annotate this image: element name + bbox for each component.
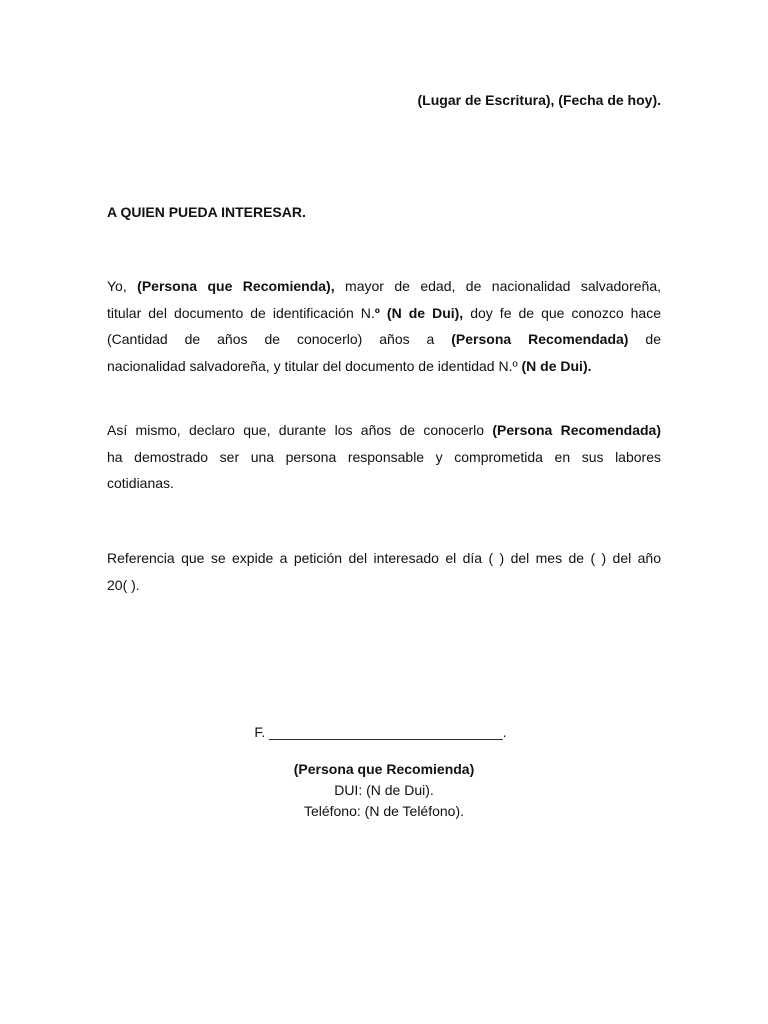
recommended-placeholder: (Persona Recomendada) xyxy=(451,331,629,347)
paragraph-line: Referencia que se expide a petición del interesado el día ( ) del mes de ( ) del año xyxy=(107,550,661,566)
paragraph-introduction xyxy=(107,273,661,379)
signer-dui: DUI: (N de Dui). xyxy=(334,782,434,798)
paragraph-line: 20( ). xyxy=(107,576,140,593)
signature-line: F. ______________________________. xyxy=(254,724,507,740)
paragraph-reference xyxy=(107,545,661,598)
paragraph-line xyxy=(107,353,661,380)
dui-placeholder: (N de Dui). xyxy=(521,357,592,374)
text-run: (Cantidad de años de conocerlo) años a xyxy=(107,331,452,347)
paragraph-line xyxy=(107,273,661,300)
text-run: de xyxy=(628,331,661,347)
text-run: mayor de edad, de nacionalidad salvadoreña, xyxy=(334,278,661,294)
paragraph-line: ha demostrado ser una persona responsable y comprometida en sus labores xyxy=(107,448,661,465)
text-run: titular del documento de identificación N. xyxy=(107,304,375,321)
signer-details xyxy=(0,759,768,822)
text-run: doy fe de que conozco hace xyxy=(463,304,661,321)
recommended-placeholder: (Persona Recomendada) xyxy=(492,422,661,438)
place-date: (Lugar de Escritura), (Fecha de hoy). xyxy=(417,92,661,108)
salutation: A QUIEN PUEDA INTERESAR. xyxy=(107,204,306,220)
text-run: Así mismo, declaro que, durante los años de conocerlo xyxy=(107,422,493,438)
paragraph-declaration xyxy=(107,417,661,497)
paragraph-line xyxy=(107,300,661,327)
signer-phone: Teléfono: (N de Teléfono). xyxy=(303,803,465,819)
text-run: nacionalidad salvadoreña, y titular del documento de identidad N.º xyxy=(107,357,522,374)
paragraph-line: cotidianas. xyxy=(107,475,174,491)
signer-name: (Persona que Recomienda) xyxy=(293,761,475,777)
dui-placeholder: º (N de Dui), xyxy=(374,304,464,321)
signature-block xyxy=(0,724,768,822)
recommender-placeholder: (Persona que Recomienda), xyxy=(137,278,335,294)
paragraph-line xyxy=(107,417,661,444)
text-run: Yo, xyxy=(107,278,138,294)
paragraph-line xyxy=(107,326,661,353)
